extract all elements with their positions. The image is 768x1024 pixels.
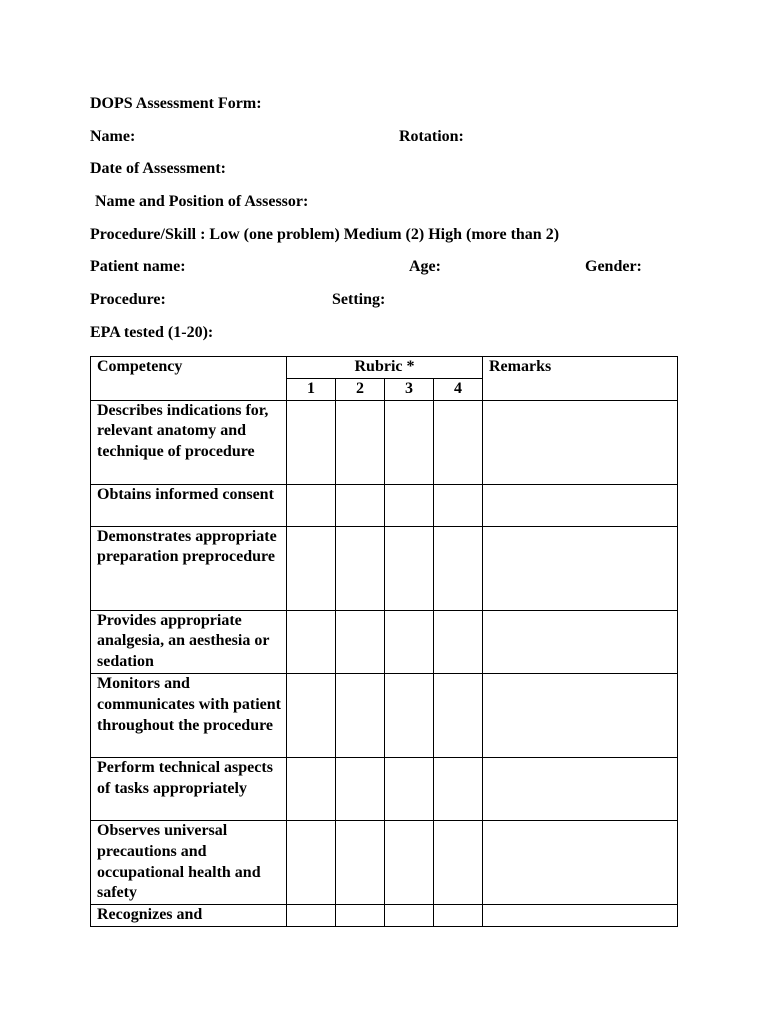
competency-table [90, 356, 678, 927]
competency-cell: Provides appropriate analgesia, an aesthesia or sedation [91, 610, 287, 673]
score-cell[interactable] [385, 400, 434, 484]
score-cell[interactable] [287, 673, 336, 757]
score-cell[interactable] [336, 400, 385, 484]
gender-label: Gender: [585, 258, 642, 275]
score-cell[interactable] [287, 526, 336, 610]
score-cell[interactable] [385, 610, 434, 673]
procedure-skill-label: Procedure/Skill : Low (one problem) Medium (2) High (more than 2) [90, 226, 560, 243]
table-row [91, 820, 678, 904]
remarks-cell[interactable] [483, 757, 678, 820]
remarks-cell[interactable] [483, 820, 678, 904]
competency-cell: Perform technical aspects of tasks appropriately [91, 757, 287, 820]
score-cell[interactable] [336, 610, 385, 673]
score-cell[interactable] [287, 820, 336, 904]
remarks-cell[interactable] [483, 610, 678, 673]
score-cell[interactable] [287, 757, 336, 820]
table-row [91, 484, 678, 526]
setting-label: Setting: [332, 291, 386, 308]
remarks-cell[interactable] [483, 526, 678, 610]
remarks-cell[interactable] [483, 905, 678, 927]
score-cell[interactable] [336, 905, 385, 927]
score-cell[interactable] [385, 484, 434, 526]
competency-header: Competency [91, 357, 287, 401]
table-row [91, 905, 678, 927]
score-cell[interactable] [287, 484, 336, 526]
remarks-cell[interactable] [483, 484, 678, 526]
age-label: Age: [409, 258, 441, 275]
competency-cell: Obtains informed consent [91, 484, 287, 526]
score-cell[interactable] [434, 400, 483, 484]
score-cell[interactable] [336, 757, 385, 820]
competency-cell: Monitors and communicates with patient throughout the procedure [91, 673, 287, 757]
remarks-header: Remarks [483, 357, 678, 401]
table-row [91, 673, 678, 757]
table-row [91, 400, 678, 484]
patient-name-label: Patient name: [90, 258, 186, 275]
score-cell[interactable] [385, 673, 434, 757]
score-cell[interactable] [336, 673, 385, 757]
score-cell[interactable] [385, 757, 434, 820]
rubric-score-header: 1 [287, 378, 336, 400]
form-title: DOPS Assessment Form: [90, 95, 262, 112]
competency-cell: Recognizes and [91, 905, 287, 927]
assessor-label: Name and Position of Assessor: [95, 193, 309, 210]
table-row [91, 757, 678, 820]
score-cell[interactable] [287, 400, 336, 484]
procedure-label: Procedure: [90, 291, 166, 308]
score-cell[interactable] [434, 526, 483, 610]
score-cell[interactable] [434, 673, 483, 757]
remarks-cell[interactable] [483, 673, 678, 757]
date-of-assessment-label: Date of Assessment: [90, 160, 226, 177]
score-cell[interactable] [385, 905, 434, 927]
score-cell[interactable] [385, 526, 434, 610]
score-cell[interactable] [336, 526, 385, 610]
rubric-header: Rubric * [287, 357, 483, 379]
score-cell[interactable] [336, 484, 385, 526]
score-cell[interactable] [434, 610, 483, 673]
rotation-label: Rotation: [399, 128, 464, 145]
competency-cell: Describes indications for, relevant anatomy and technique of procedure [91, 400, 287, 484]
epa-tested-label: EPA tested (1-20): [90, 324, 214, 341]
table-row [91, 610, 678, 673]
remarks-cell[interactable] [483, 400, 678, 484]
name-label: Name: [90, 128, 136, 145]
score-cell[interactable] [287, 905, 336, 927]
rubric-score-header: 3 [385, 378, 434, 400]
score-cell[interactable] [434, 484, 483, 526]
score-cell[interactable] [287, 610, 336, 673]
score-cell[interactable] [434, 757, 483, 820]
table-row [91, 526, 678, 610]
rubric-score-header: 4 [434, 378, 483, 400]
score-cell[interactable] [434, 905, 483, 927]
rubric-score-header: 2 [336, 378, 385, 400]
competency-cell: Demonstrates appropriate preparation preprocedure [91, 526, 287, 610]
score-cell[interactable] [434, 820, 483, 904]
score-cell[interactable] [336, 820, 385, 904]
score-cell[interactable] [385, 820, 434, 904]
competency-cell: Observes universal precautions and occupational health and safety [91, 820, 287, 904]
